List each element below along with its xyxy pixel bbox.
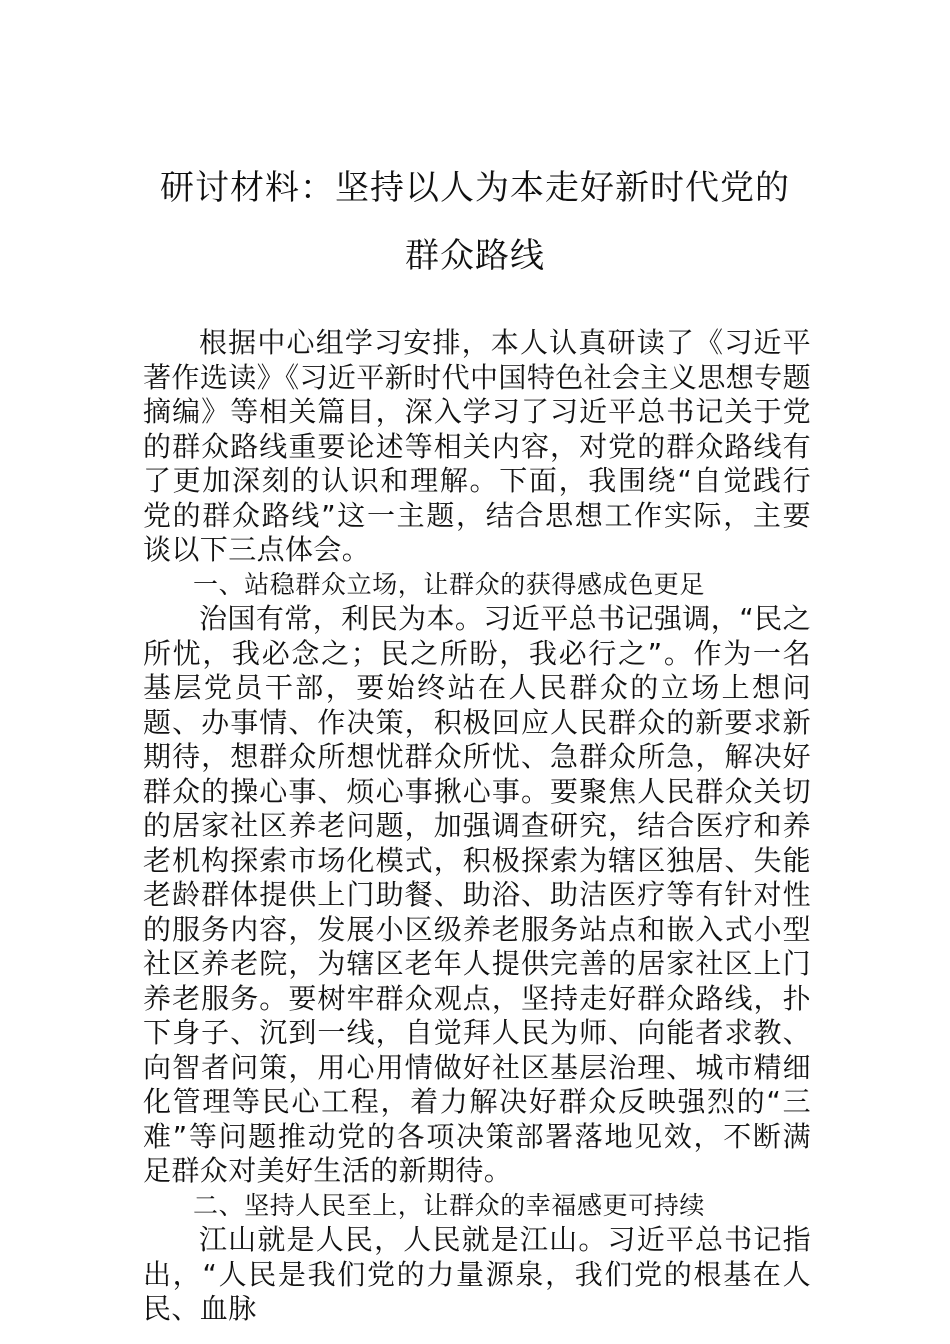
- intro-paragraph: 根据中心组学习安排，本人认真研读了《习近平著作选读》《习近平新时代中国特色社会主义思想专题摘编》等相关篇目，深入学习了习近平总书记关于党的群众路线重要论述等相关内容，对党的群众路线有了更加深刻的认识和理解。下面，我围绕“自觉践行党的群众路线”这一主题，结合思想工作实际，主要谈以下三点体会。: [143, 326, 811, 566]
- document-title-line-2: 群众路线: [405, 236, 545, 276]
- section-2-paragraph: 江山就是人民，人民就是江山。习近平总书记指出，“人民是我们党的力量源泉，我们党的根基在人民、血脉: [143, 1223, 811, 1325]
- document-title-line-1: 研讨材料：坚持以人为本走好新时代党的: [160, 168, 790, 208]
- section-1-paragraph: 治国有常，利民为本。习近平总书记强调，“民之所忧，我必念之；民之所盼，我必行之”。作为一名基层党员干部，要始终站在人民群众的立场上想问题、办事情、作决策，积极回应人民群众的新要求新期待，想群众所想忧群众所忧、急群众所急，解决好群众的操心事、烦心事揪心事。要聚焦人民群众关切的居家社区养老问题，加强调查研究，结合医疗和养老机构探索市场化模式，积极探索为辖区独居、失能老龄群体提供上门助餐、助浴、助洁医疗等有针对性的服务内容，发展小区级养老服务站点和嵌入式小型社区养老院，为辖区老年人提供完善的居家社区上门养老服务。要树牢群众观点，坚持走好群众路线，扑下身子、沉到一线，自觉拜人民为师、向能者求教、向智者问策，用心用情做好社区基层治理、城市精细化管理等民心工程，着力解决好群众反映强烈的“三难”等问题推动党的各项决策部署落地见效，不断满足群众对美好生活的新期待。: [143, 602, 811, 1187]
- document-body: [143, 326, 811, 1327]
- section-1-heading: 一、站稳群众立场，让群众的获得感成色更足: [193, 569, 706, 599]
- section-2-heading: 二、坚持人民至上，让群众的幸福感更可持续: [193, 1190, 706, 1220]
